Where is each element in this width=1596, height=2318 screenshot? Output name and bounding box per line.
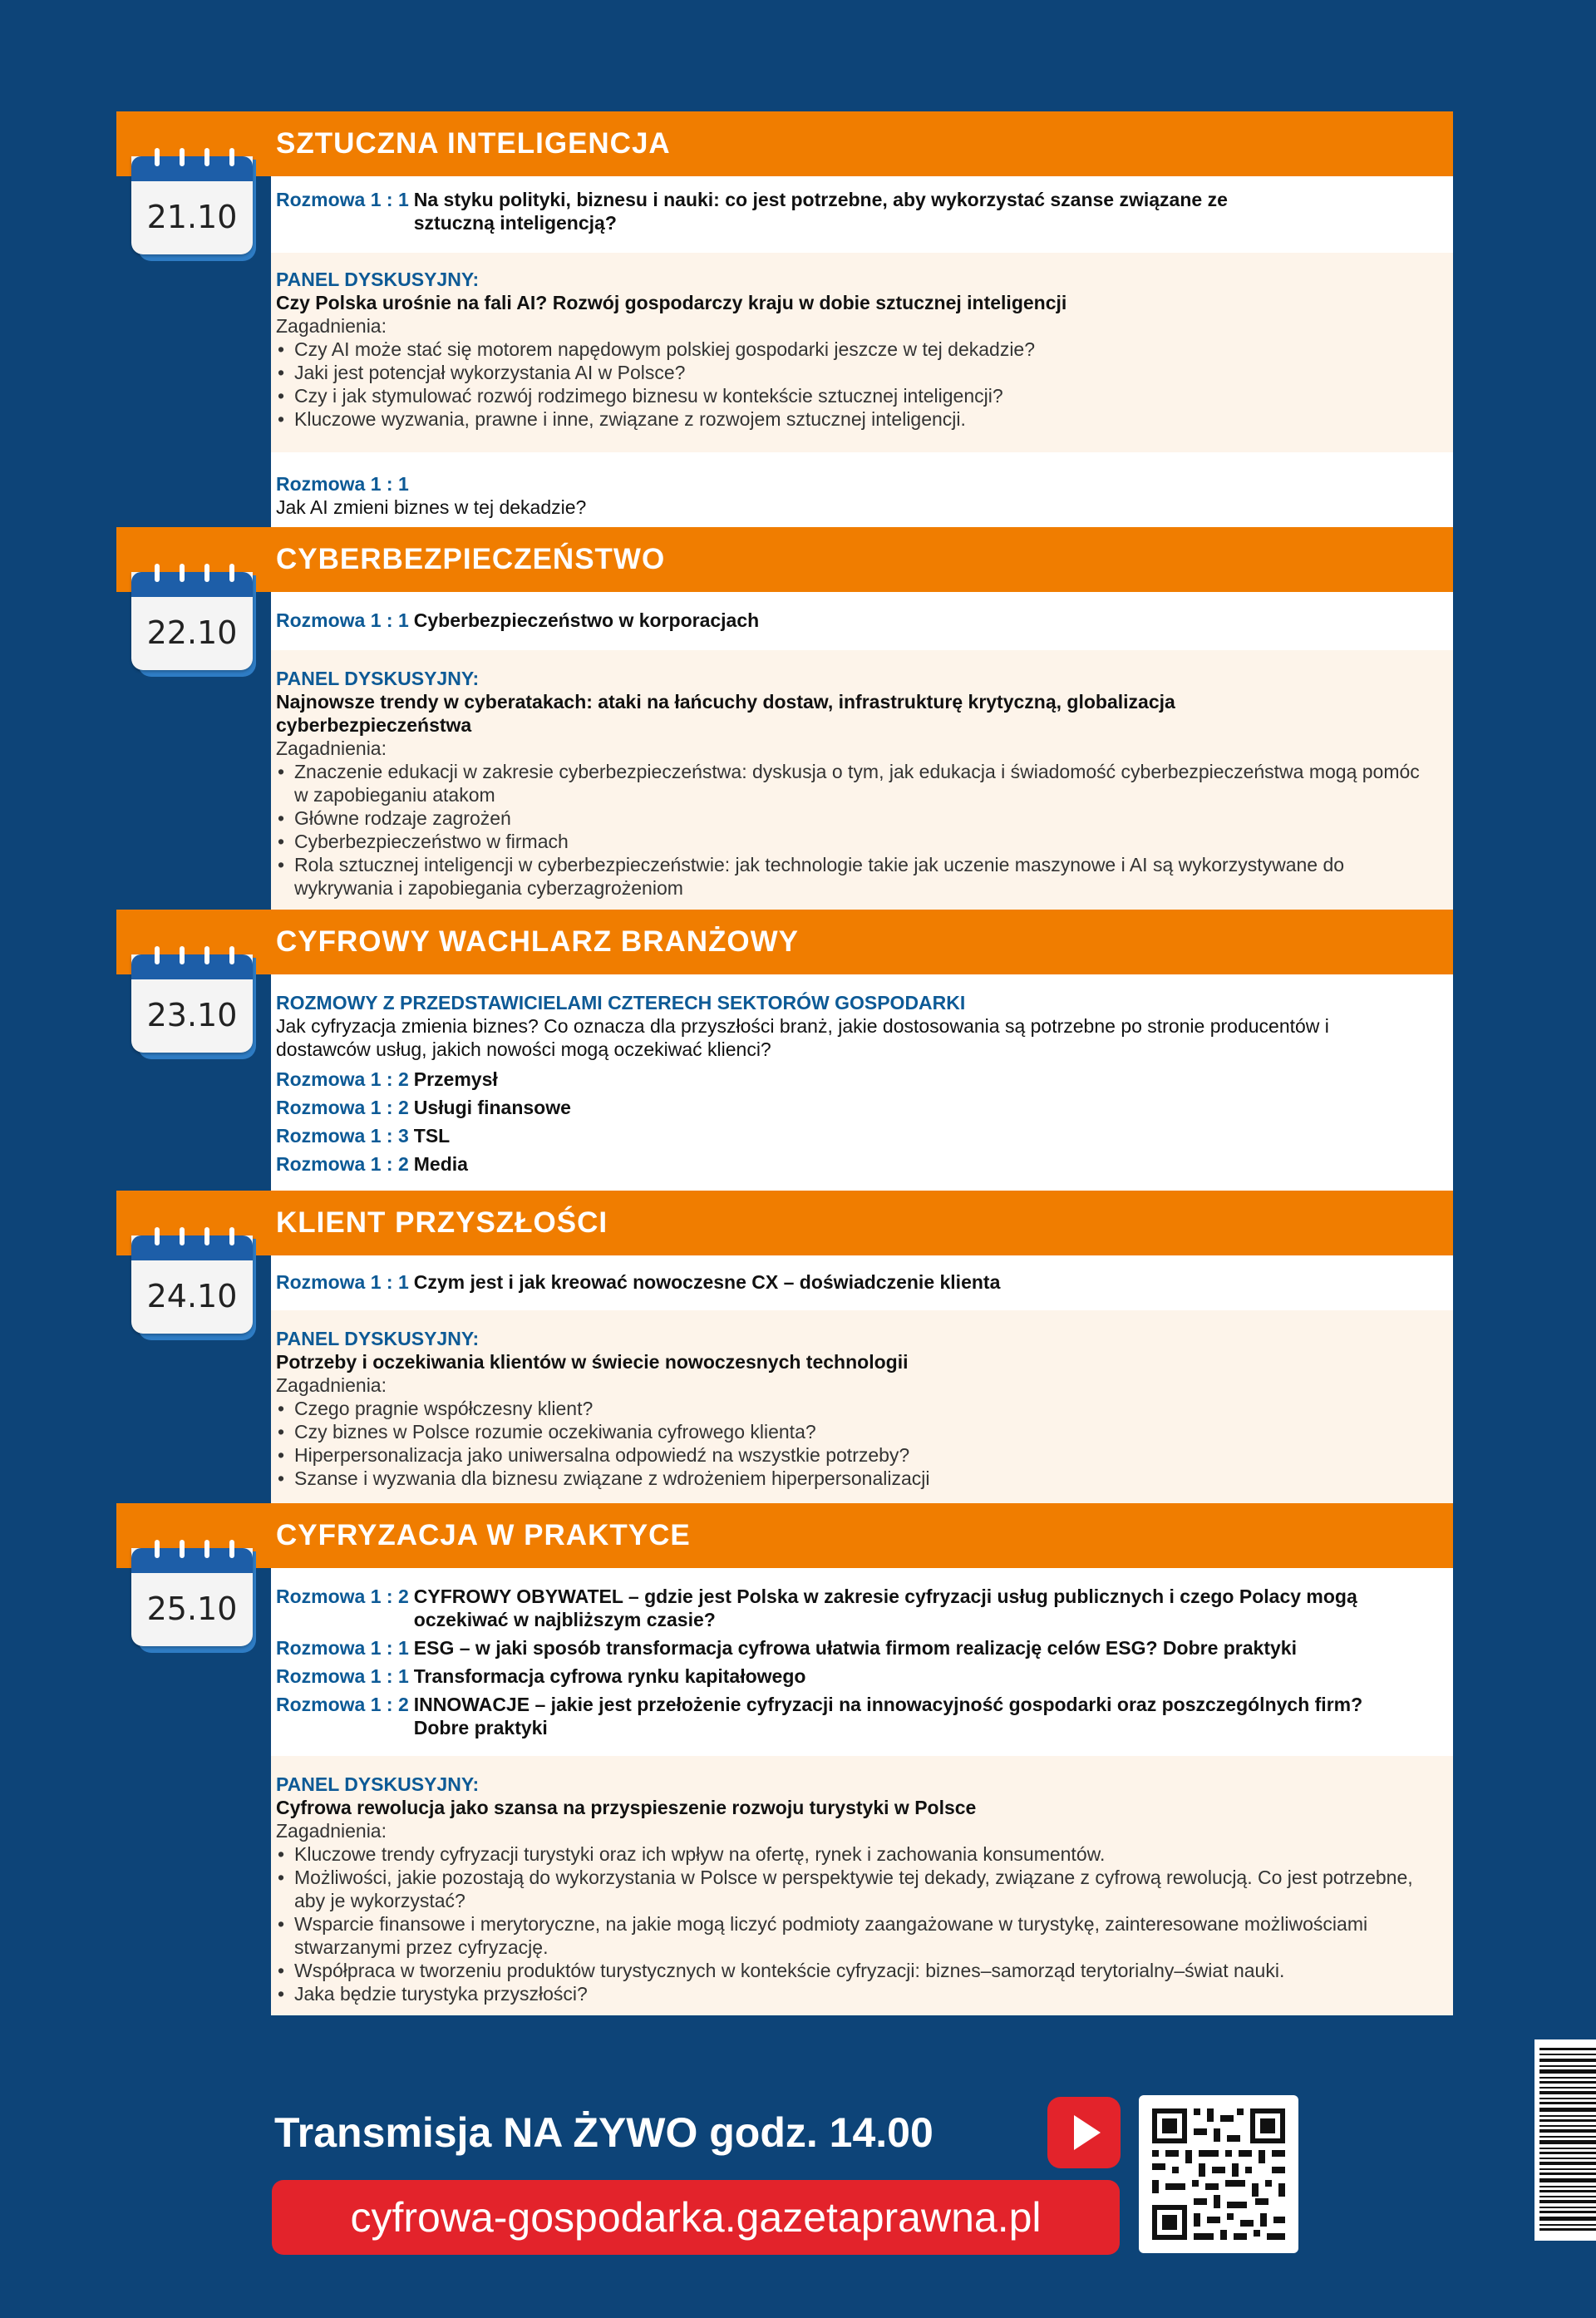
talk-label: Rozmowa 1 : 2 bbox=[276, 1586, 409, 1607]
day-header bbox=[116, 910, 1453, 974]
talk-label: Rozmowa 1 : 1 bbox=[276, 1665, 409, 1687]
issue-item: • Czy biznes w Polsce rozumie oczekiwania cyfrowego klienta? bbox=[276, 1420, 1436, 1443]
talk-title: Cyberbezpieczeństwo w korporacjach bbox=[413, 609, 760, 631]
issue-item: • Czy AI może stać się motorem napędowym polskiej gospodarki jeszcze w tej dekadzie? bbox=[276, 338, 1436, 361]
panel-block bbox=[271, 650, 1453, 910]
panel-block bbox=[271, 1310, 1453, 1503]
issue-item: • Czy i jak stymulować rozwój rodzimego biznesu w kontekście sztucznej inteligencji? bbox=[276, 384, 1436, 407]
issues-label: Zagadnienia: bbox=[276, 315, 387, 337]
issue-item: • Jaka będzie turystyka przyszłości? bbox=[276, 1982, 1428, 2005]
talk-block bbox=[271, 176, 1453, 253]
day-title: CYBERBEZPIECZEŃSTWO bbox=[276, 543, 666, 575]
talk-title: Transformacja cyfrowa rynku kapitałowego bbox=[413, 1665, 806, 1687]
talk-label: Rozmowa 1 : 1 bbox=[276, 609, 409, 631]
talk-label: Rozmowa 1 : 2 bbox=[276, 1153, 409, 1175]
panel-label: PANEL DYSKUSYJNY: bbox=[276, 1773, 480, 1795]
talk-label: Rozmowa 1 : 1 bbox=[276, 473, 409, 495]
day-title: SZTUCZNA INTELIGENCJA bbox=[276, 127, 671, 160]
issue-item: • Rola sztucznej inteligencji w cyberbezpieczeństwie: jak technologie takie jak uczenie maszynowe i AI są wykorzystywane do wykrywania i zapobiegania cyberzagrożeniom bbox=[276, 853, 1428, 900]
calendar-date: 21.10 bbox=[146, 199, 238, 235]
issue-item: • Współpraca w tworzeniu produktów turystycznych w kontekście cyfryzacji: biznes–samorząd terytorialny–świat nauki. bbox=[276, 1959, 1428, 1982]
calendar-icon bbox=[131, 564, 256, 678]
issues-list bbox=[276, 760, 1428, 900]
calendar-icon bbox=[131, 946, 256, 1061]
issue-item: • Czego pragnie współczesny klient? bbox=[276, 1397, 1436, 1420]
play-icon[interactable] bbox=[1047, 2097, 1121, 2168]
panel-label: PANEL DYSKUSYJNY: bbox=[276, 668, 480, 689]
sectors-intro: Jak cyfryzacja zmienia biznes? Co oznacza dla przyszłości branż, jakie dostosowania są potrzebne po stronie producentów i dostawców usług, jakich nowości mogą oczekiwać klienci? bbox=[276, 1015, 1329, 1060]
day-23-10 bbox=[116, 910, 1453, 1191]
talk-block bbox=[271, 452, 1453, 527]
day-25-10 bbox=[116, 1503, 1453, 2015]
issue-item: • Kluczowe wyzwania, prawne i inne, związane z rozwojem sztucznej inteligencji. bbox=[276, 407, 1436, 431]
talk-title: Jak AI zmieni biznes w tej dekadzie? bbox=[276, 496, 587, 518]
panel-title: Czy Polska urośnie na fali AI? Rozwój gospodarczy kraju w dobie sztucznej inteligencji bbox=[276, 292, 1067, 313]
talk-label: Rozmowa 1 : 1 bbox=[276, 189, 409, 210]
talks-block bbox=[271, 1568, 1453, 1756]
issues-label: Zagadnienia: bbox=[276, 1374, 387, 1396]
issue-item: • Kluczowe trendy cyfryzacji turystyki oraz ich wpływ na ofertę, rynek i zachowania konsumentów. bbox=[276, 1842, 1428, 1866]
talk-label: Rozmowa 1 : 1 bbox=[276, 1637, 409, 1659]
day-header bbox=[116, 111, 1453, 176]
talk-block bbox=[271, 592, 1453, 650]
qr-code bbox=[1139, 2095, 1298, 2253]
issue-item: • Wsparcie finansowe i merytoryczne, na jakie mogą liczyć podmioty zaangażowane w turystykę, zainteresowane możliwościami stwarzanymi przez cyfryzację. bbox=[276, 1912, 1428, 1959]
talk-block bbox=[271, 1255, 1453, 1310]
talk-title: ESG – w jaki sposób transformacja cyfrowa ułatwia firmom realizację celów ESG? Dobre praktyki bbox=[413, 1637, 1297, 1659]
issues-list bbox=[276, 338, 1436, 431]
panel-title: Najnowsze trendy w cyberatakach: ataki na łańcuchy dostaw, infrastrukturę krytyczną, globalizacja cyberbezpieczeństwa bbox=[276, 691, 1175, 736]
calendar-date: 22.10 bbox=[146, 614, 238, 651]
issue-item: • Cyberbezpieczeństwo w firmach bbox=[276, 830, 1428, 853]
talk-label: Rozmowa 1 : 3 bbox=[276, 1125, 409, 1147]
panel-label: PANEL DYSKUSYJNY: bbox=[276, 1328, 480, 1349]
talk-label: Rozmowa 1 : 2 bbox=[276, 1097, 409, 1118]
issue-item: • Hiperpersonalizacja jako uniwersalna odpowiedź na wszystkie potrzeby? bbox=[276, 1443, 1436, 1467]
day-title: CYFRYZACJA W PRAKTYCE bbox=[276, 1519, 691, 1551]
talk-title: Przemysł bbox=[413, 1068, 498, 1090]
talk-title: TSL bbox=[413, 1125, 451, 1147]
issue-item: • Jaki jest potencjał wykorzystania AI w Polsce? bbox=[276, 361, 1436, 384]
website-link[interactable]: cyfrowa-gospodarka.gazetaprawna.pl bbox=[272, 2180, 1120, 2255]
talk-title: Media bbox=[413, 1153, 468, 1175]
issues-label: Zagadnienia: bbox=[276, 1820, 387, 1842]
panel-title: Cyfrowa rewolucja jako szansa na przyspieszenie rozwoju turystyki w Polsce bbox=[276, 1797, 977, 1818]
calendar-icon bbox=[131, 148, 256, 263]
talk-title: Usługi finansowe bbox=[413, 1097, 571, 1118]
calendar-icon bbox=[131, 1540, 256, 1655]
day-header bbox=[116, 527, 1453, 592]
talk-label: Rozmowa 1 : 2 bbox=[276, 1068, 409, 1090]
issues-list bbox=[276, 1842, 1428, 2005]
issues-label: Zagadnienia: bbox=[276, 737, 387, 759]
issue-item: • Znaczenie edukacji w zakresie cyberbezpieczeństwa: dyskusja o tym, jak edukacja i świadomość cyberbezpieczeństwa mogą pomóc w zapobieganiu atakom bbox=[276, 760, 1428, 806]
day-header bbox=[116, 1191, 1453, 1255]
talk-title: Na styku polityki, biznesu i nauki: co jest potrzebne, aby wykorzystać szanse związane ze sztuczną inteligencją? bbox=[413, 189, 1228, 234]
day-title: KLIENT PRZYSZŁOŚCI bbox=[276, 1206, 608, 1239]
panel-title: Potrzeby i oczekiwania klientów w świecie nowoczesnych technologii bbox=[276, 1351, 909, 1373]
calendar-date: 24.10 bbox=[146, 1278, 238, 1314]
talk-title: Czym jest i jak kreować nowoczesne CX – doświadczenie klienta bbox=[413, 1271, 1001, 1293]
sectors-label: ROZMOWY Z PRZEDSTAWICIELAMI CZTERECH SEKTORÓW GOSPODARKI bbox=[276, 992, 966, 1014]
issue-item: • Możliwości, jakie pozostają do wykorzystania w Polsce w perspektywie tej dekady, związane z cyfrową rewolucją. Co jest potrzebne, aby je wykorzystać? bbox=[276, 1866, 1428, 1912]
talk-title: INNOWACJE – jakie jest przełożenie cyfryzacji na innowacyjność gospodarki oraz poszczególnych firm? Dobre praktyki bbox=[413, 1694, 1363, 1738]
agenda bbox=[116, 111, 1453, 2015]
sector-block bbox=[271, 974, 1453, 1191]
talk-label: Rozmowa 1 : 2 bbox=[276, 1694, 409, 1715]
talk-label: Rozmowa 1 : 1 bbox=[276, 1271, 409, 1293]
calendar-date: 23.10 bbox=[146, 997, 238, 1033]
issues-list bbox=[276, 1397, 1436, 1490]
qr-code-graphic bbox=[1139, 2095, 1298, 2253]
panel-block bbox=[271, 1756, 1453, 2015]
day-header bbox=[116, 1503, 1453, 1568]
panel-label: PANEL DYSKUSYJNY: bbox=[276, 269, 480, 290]
live-broadcast-text: Transmisja NA ŻYWO godz. 14.00 bbox=[274, 2109, 933, 2156]
issue-item: • Szanse i wyzwania dla biznesu związane z wdrożeniem hiperpersonalizacji bbox=[276, 1467, 1436, 1490]
calendar-icon bbox=[131, 1227, 256, 1342]
talk-title: CYFROWY OBYWATEL – gdzie jest Polska w zakresie cyfryzacji usług publicznych i czego Polacy mogą oczekiwać w najbliższym czasie? bbox=[413, 1586, 1357, 1630]
day-24-10 bbox=[116, 1191, 1453, 1503]
calendar-date: 25.10 bbox=[146, 1591, 238, 1627]
day-21-10 bbox=[116, 111, 1453, 527]
day-22-10 bbox=[116, 527, 1453, 910]
barcode-graphic bbox=[1534, 2039, 1596, 2241]
panel-block bbox=[271, 253, 1453, 452]
barcode bbox=[1534, 2039, 1596, 2241]
issue-item: • Główne rodzaje zagrożeń bbox=[276, 806, 1428, 830]
day-title: CYFROWY WACHLARZ BRANŻOWY bbox=[276, 925, 800, 958]
